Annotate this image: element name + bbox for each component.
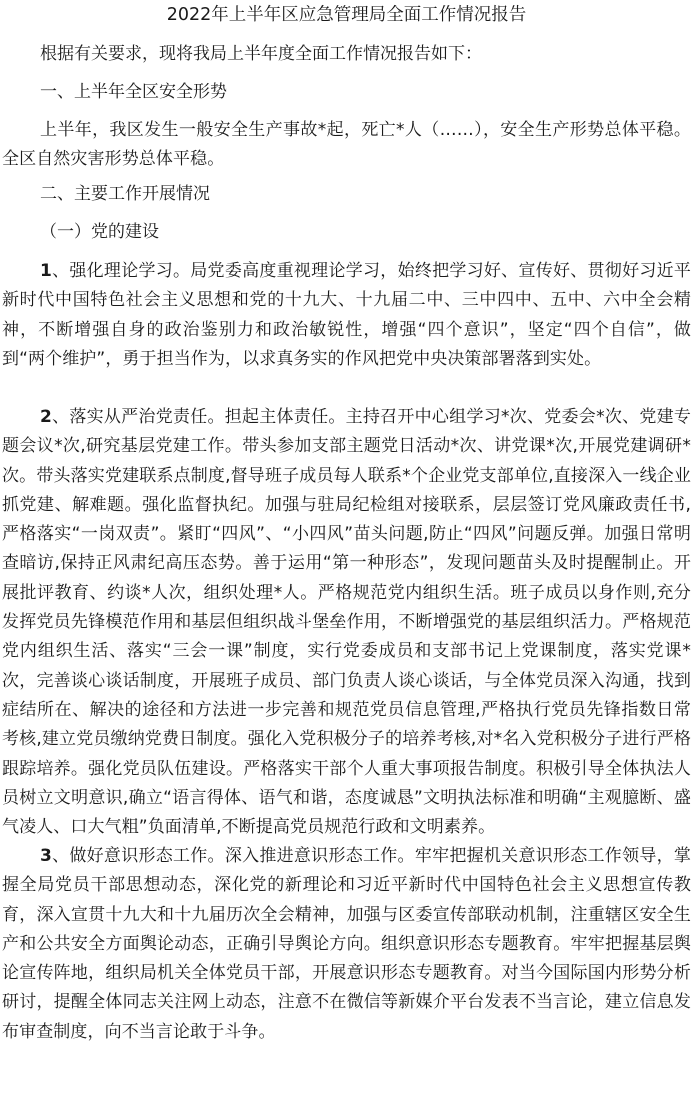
section-2-heading: 二、主要工作开展情况 (40, 184, 210, 204)
item-2-text: 、落实从严治党责任。担起主体责任。主持召开中心组学习*次、党委会*次、党建专题会议*次,研究基层党建工作。带头参加支部主题党日活动*次、讲党课*次,开展党建调研*次。带头落实党建联系点制度,督导班子成员每人联系*个企业党支部单位,直接深入一线企业抓党建、解难题。强化监督执纪。加强与驻局纪检组对接联系，层层签订党风廉政责任书,严格落实“一岗双责”。紧盯“四风”、“小四风”苗头问题,防止“四风”问题反弹。加强日常明查暗访,保持正风肃纪高压态势。善于运用“第一种形态”，发现问题苗头及时提醒制止。开展批评教育、约谈*人次，组织处理*人。严格规范党内组织生活。班子成员以身作则,充分发挥党员先锋模范作用和基层但组织战斗堡垒作用，不断增强党的基层组织活力。严格规范党内组织生活、落实“三会一课”制度，实行党委成员和支部书记上党课制度，落实党课*次，完善谈心谈话制度，开展班子成员、部门负责人谈心谈话，与全体党员深入沟通，找到症结所在、解决的途径和方法进一步完善和规范党员信息管理,严格执行党员先锋指数日常考核,建立党员缴纳党费日制度。强化入党积极分子的培养考核,对*名入党积极分子进行严格跟踪培养。强化党员队伍建设。严格落实干部个人重大事项报告制度。积极引导全体执法人员树立文明意识,确立“语言得体、语气和谐，态度诚恳”文明执法标准和明确“主观臆断、盛气凌人、口大气粗”负面清单,不断提高党员规范行政和文明素养。 (2, 407, 691, 838)
item-2-paragraph (2, 403, 691, 842)
item-3-number: 3 (40, 846, 52, 866)
item-1-text: 、强化理论学习。局党委高度重视理论学习，始终把学习好、宣传好、贯彻好习近平新时代中国特色社会主义思想和党的十九大、十九届二中、三中四中、五中、六中全会精神，不断增强自身的政治鉴别力和政治敏锐性，增强“四个意识”，坚定“四个自信”，做到“两个维护”，勇于担当作为，以求真务实的作风把党中央决策部署落到实处。 (2, 261, 691, 369)
item-2-number: 2 (40, 407, 52, 427)
section-1-body: 上半年，我区发生一般安全生产事故*起，死亡*人（……），安全生产形势总体平稳。全区自然灾害形势总体平稳。 (2, 120, 691, 170)
item-1-number: 1 (40, 261, 52, 281)
item-3-text: 、做好意识形态工作。深入推进意识形态工作。牢牢把握机关意识形态工作领导，掌握全局党员干部思想动态，深化党的新理论和习近平新时代中国特色社会主义思想宣传教育，深入宣贯十九大和十九届历次全会精神，加强与区委宣传部联动机制，注重辖区安全生产和公共安全方面舆论动态，正确引导舆论方向。组织意识形态专题教育。牢牢把握基层舆论宣传阵地，组织局机关全体党员干部，开展意识形态专题教育。对当今国际国内形势分析研讨，提醒全体同志关注网上动态，注意不在微信等新媒介平台发表不当言论，建立信息发布审查制度，向不当言论敢于斗争。 (2, 846, 691, 1042)
subsection-1-heading: （一）党的建设 (40, 222, 159, 242)
item-3-paragraph (2, 842, 691, 1047)
item-1-paragraph (2, 257, 691, 374)
document-title: 2022年上半年区应急管理局全面工作情况报告 (166, 5, 527, 25)
intro-paragraph: 根据有关要求，现将我局上半年度全面工作情况报告如下： (40, 44, 482, 64)
section-1-heading: 一、上半年全区安全形势 (40, 82, 227, 102)
